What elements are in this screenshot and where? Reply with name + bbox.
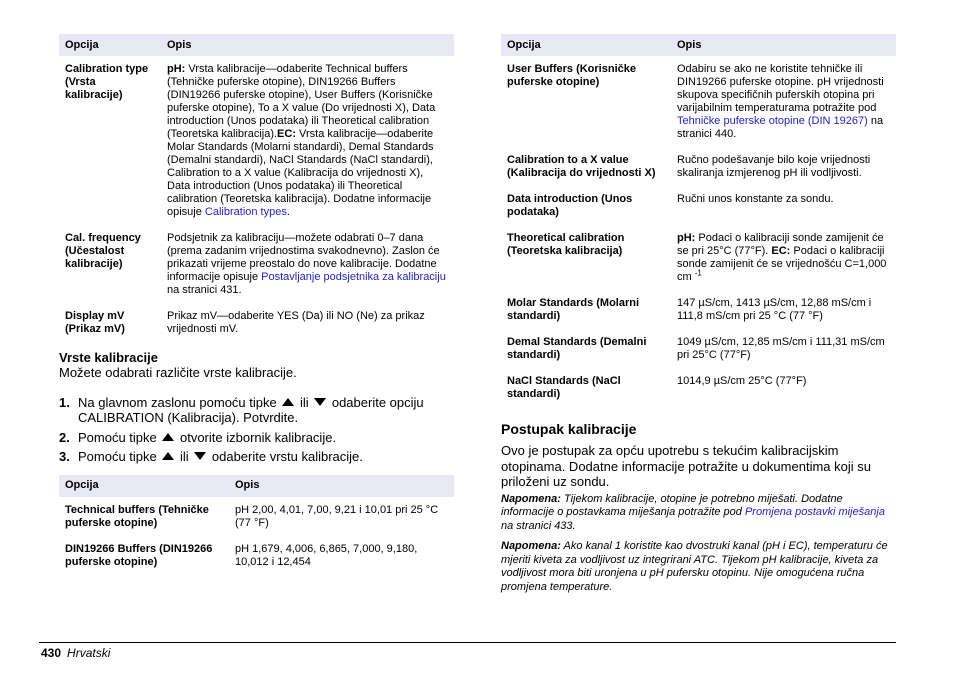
option-din19266-buffers: DIN19266 Buffers (DIN19266 puferske otopine) <box>65 542 213 568</box>
table-row <box>501 368 896 407</box>
table-header-row <box>59 475 454 497</box>
option-theoretical-calibration: Theoretical calibration (Teoretska kalibracija) <box>507 232 625 257</box>
description-technical-buffers: pH 2,00, 4,01, 7,00, 9,21 i 10,01 pri 25 °C (77 °F) <box>235 503 439 529</box>
note-text-after: na stranici 433. <box>501 519 576 532</box>
arrow-down-icon <box>194 452 206 460</box>
note-label: Napomena: <box>501 540 561 552</box>
note-label: Napomena: <box>501 492 561 505</box>
description-data-introduction: Ručni unos konstante za sondu. <box>677 193 834 205</box>
section-body: Ovo je postupak za opću upotrebu s tekućim kalibracijskim otopinama. Dodatne informacije potražite u dokumentima koji su priloženi uz sondu. <box>501 443 871 489</box>
step-text: Pomoću tipke <box>78 429 161 445</box>
description-display-mv: Prikaz mV—odaberite YES (Da) ili NO (Ne) za prikaz vrijednosti mV. <box>167 310 425 335</box>
option-user-buffers: User Buffers (Korisničke puferske otopine) <box>507 63 636 88</box>
header-description: Opis <box>161 34 454 56</box>
description-cal-frequency <box>161 225 454 303</box>
table-row <box>501 147 896 186</box>
link-technical-buffers[interactable]: Tehničke puferske otopine (DIN 19267) <box>677 115 868 127</box>
option-cal-frequency: Cal. frequency (Učestalost kalibracije) <box>65 232 141 270</box>
page-footer <box>41 646 110 660</box>
option-calibration-to-x: Calibration to a X value (Kalibracija do vrijednosti X) <box>507 154 656 179</box>
superscript: -1 <box>694 268 702 278</box>
step-text: odaberite vrstu kalibracije. <box>208 449 363 464</box>
table-header-row <box>59 34 454 56</box>
description-user-buffers <box>671 56 896 147</box>
list-item <box>59 395 454 426</box>
note-text: Tijekom kalibracije, otopine je potrebno miješati. Dodatne informacije o postavkama miješanja potražite pod <box>501 492 843 518</box>
page-number: 430 <box>41 646 62 660</box>
description-calibration-to-x: Ručno podešavanje bilo koje vrijednosti skaliranja izmjerenog pH ili vodljivosti. <box>677 154 871 179</box>
text: Podsjetnik za kalibraciju—možete odabrati 0–7 dana (prema zadanim vrijednostima svakodnevno). Zaslon će prikazati vrijeme preostalo do nove kalibracije. Dodatne informacije opisuje <box>167 232 440 283</box>
footer-divider <box>39 642 896 643</box>
table-row <box>501 225 896 290</box>
ec-label: EC: <box>277 128 296 140</box>
left-column <box>59 34 454 575</box>
header-option: Opcija <box>501 34 671 56</box>
step-text: Na glavnom zaslonu pomoću tipke <box>78 394 281 410</box>
text-after: na stranici 440. <box>677 115 884 140</box>
ph-label: pH: <box>677 232 696 244</box>
section-title-calibration-procedure: Postupak kalibracije <box>501 421 637 437</box>
section-title-calibration-types: Vrste kalibracije <box>59 350 159 365</box>
text-after: na stranici 431. <box>167 284 242 296</box>
right-column <box>501 34 896 594</box>
text-after: . <box>286 206 290 218</box>
text: Odabiru se ako ne koristite tehničke ili DIN19266 puferske otopine. pH vrijednosti skupova specifičnih puferskih otopina pri varijabilnim temperaturama potražite pod <box>677 63 884 114</box>
step-number: 2. <box>59 429 70 445</box>
section-intro: Možete odabrati različite vrste kalibracije. <box>59 365 297 380</box>
ec-text: Vrsta kalibracije—odaberite Molar Standards (Molarni standardi), Demal Standards (Demalni standardi), NaCl Standards (NaCl standardi), Calibration to a X value (Kalibracija do vrijednosti X), Data introduction (Unos podataka) ili Theoretical calibration (Teoretska kalibracija). Dodatne informacije opisuje <box>167 128 434 218</box>
calibration-types-table-continued <box>501 34 896 407</box>
option-calibration-type: Calibration type (Vrsta kalibracije) <box>65 63 149 101</box>
step-text: odaberite opciju CALIBRATION (Kalibracija). Potvrdite. <box>78 394 424 425</box>
ph-label: pH: <box>167 63 186 75</box>
footer-language: Hrvatski <box>67 646 111 660</box>
arrow-up-icon <box>162 433 174 441</box>
arrow-up-icon <box>162 452 174 460</box>
description-molar-standards: 147 µS/cm, 1413 µS/cm, 12,88 mS/cm i 111,8 mS/cm pri 25 °C (77 °F) <box>677 297 872 322</box>
ph-text: Vrsta kalibracije—odaberite Technical buffers (Tehničke puferske otopine), DIN19266 Buffers (DIN19266 puferske otopine), User Buffers (Korisničke puferske otopine), To a X value (Do vrijednosti X), Data introduction (Unos podataka) ili Theoretical calibration (Teoretska kalibracija). <box>167 63 436 140</box>
table-row <box>59 497 454 536</box>
step-text: ili <box>176 449 193 464</box>
note-text: Ako kanal 1 koristite kao dvostruki kanal (pH i EC), temperaturu će mjeriti kiveta za vodljivost uz integrirani ATC. Tijekom pH kalibracije, kiveta za vodljivost mora biti uronjena u pH pufersku otopinu. Nije omogućena ručna promjena temperature. <box>501 540 888 593</box>
header-description: Opis <box>229 475 454 497</box>
description-din19266-buffers: pH 1,679, 4,006, 6,865, 7,000, 9,180, 10,012 i 12,454 <box>235 542 418 568</box>
header-description: Opis <box>671 34 896 56</box>
option-display-mv: Display mV (Prikaz mV) <box>65 310 125 335</box>
table-row <box>501 56 896 147</box>
table-row <box>501 186 896 225</box>
ec-text: Podaci o kalibraciji sonde zamijenit će se vrijednošću C=1,000 cm <box>677 245 887 283</box>
table-row <box>59 536 454 575</box>
option-technical-buffers: Technical buffers (Tehničke puferske otopine) <box>65 503 209 529</box>
note-dual-channel <box>501 540 896 594</box>
settings-table <box>59 34 454 342</box>
option-demal-standards: Demal Standards (Demalni standardi) <box>507 336 647 361</box>
ec-label: EC: <box>771 245 791 257</box>
step-number: 3. <box>59 449 70 464</box>
description-theoretical-calibration <box>671 225 896 290</box>
list-item <box>59 430 454 446</box>
note-stirring <box>501 493 896 534</box>
description-nacl-standards: 1014,9 µS/cm 25°C (77°F) <box>677 375 807 387</box>
step-text: Pomoću tipke <box>78 449 161 464</box>
table-row <box>59 303 454 342</box>
link-calibration-types[interactable]: Calibration types <box>204 206 287 218</box>
description-calibration-type <box>161 56 454 225</box>
description-demal-standards: 1049 µS/cm, 12,85 mS/cm i 111,31 mS/cm pri 25°C (77°F) <box>677 336 885 361</box>
header-option: Opcija <box>59 475 229 497</box>
step-text: ili <box>296 394 313 410</box>
table-row <box>59 225 454 303</box>
table-header-row <box>501 34 896 56</box>
link-stirring-settings[interactable]: Promjena postavki miješanja <box>744 506 885 518</box>
step-number: 1. <box>59 394 70 410</box>
table-row <box>59 56 454 225</box>
table-row <box>501 329 896 368</box>
link-reminder[interactable]: Postavljanje podsjetnika za kalibraciju <box>261 271 446 283</box>
table-row <box>501 290 896 329</box>
calibration-types-table <box>59 475 454 575</box>
option-nacl-standards: NaCl Standards (NaCl standardi) <box>507 375 621 400</box>
step-text: otvorite izbornik kalibracije. <box>176 429 337 445</box>
arrow-up-icon <box>282 398 294 406</box>
ph-text: Podaci o kalibraciji sonde zamijenit će se pri 25°C (77°F). <box>677 232 884 257</box>
arrow-down-icon <box>314 398 326 406</box>
header-option: Opcija <box>59 34 161 56</box>
option-molar-standards: Molar Standards (Molarni standardi) <box>507 297 640 322</box>
steps-list <box>59 395 454 465</box>
list-item <box>59 449 454 465</box>
option-data-introduction: Data introduction (Unos podataka) <box>507 193 633 218</box>
